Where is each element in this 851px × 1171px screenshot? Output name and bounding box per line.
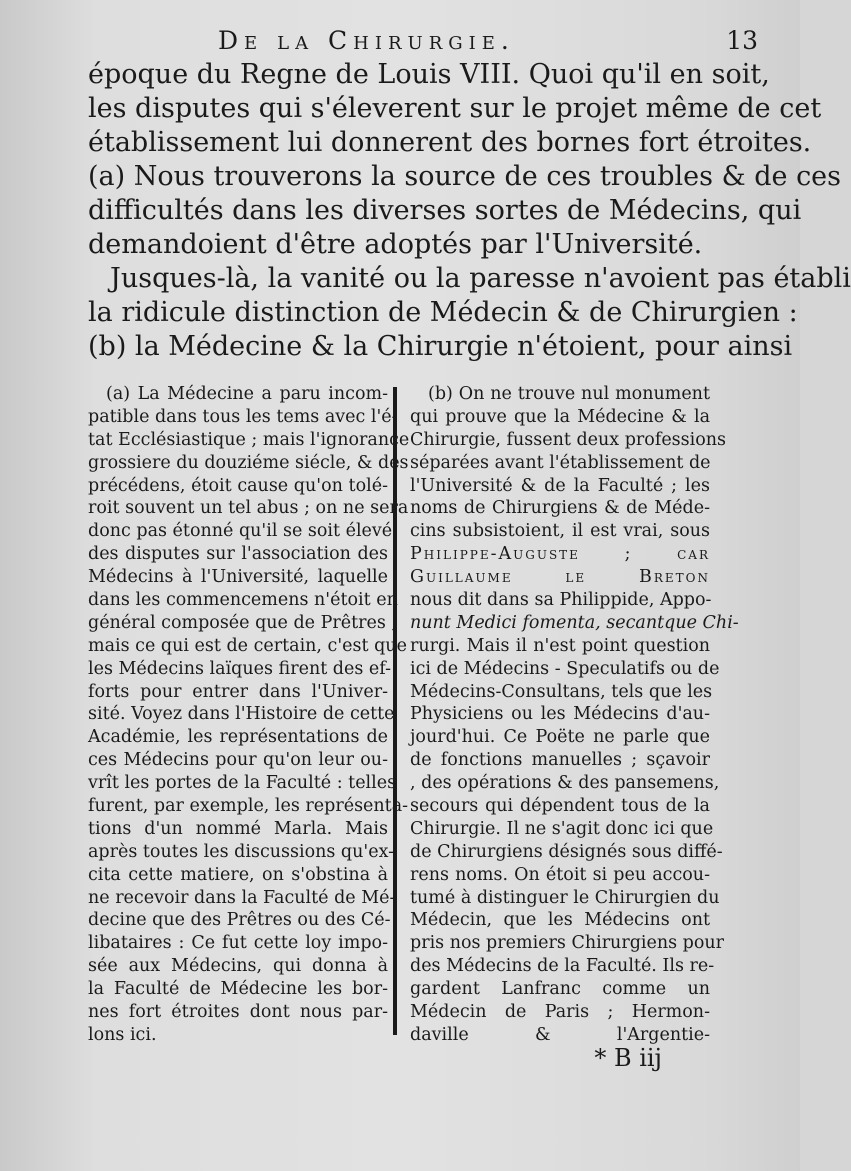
footnote-line: tions d'un nommé Marla. Mais [88,818,388,839]
footnote-line: nunt Medici fomenta, secantque Chi- [410,612,739,633]
main-text-line: (a) Nous trouverons la source de ces troubles & de ces [88,161,842,192]
footnote-line: Guillaume le Breton [410,567,710,588]
footnote-line: secours qui dépendent tous de la [410,796,710,817]
footnote-line: grossiere du douziéme siécle, & des [88,452,409,473]
footnote-a [88,383,410,1047]
footnote-line: decine que des Prêtres ou des Cé- [88,910,391,931]
main-text-line: (b) la Médecine & la Chirurgie n'étoient, pour ainsi [88,331,793,362]
footnote-line: lons ici. [88,1024,157,1045]
footnote-b [410,383,739,1047]
footnote-line: sée aux Médecins, qui donna à [88,956,388,977]
footnote-line: donc pas étonné qu'il se soit élevé [88,521,393,542]
footnote-line: mais ce qui est de certain, c'est que [88,635,407,656]
page-number: 13 [726,26,758,55]
footnote-line: ici de Médecins - Speculatifs ou de [410,658,720,679]
footnote-line: la Faculté de Médecine les bor- [88,979,388,1000]
footnote-line: nous dit dans sa Philippide, Appo- [410,590,712,611]
footnote-line: Médecins-Consultans, tels que les [410,681,713,702]
footnote-line: , des opérations & des pansemens, [410,773,720,794]
main-text-line: Jusques-là, la vanité ou la paresse n'avoient pas établi [110,263,851,294]
footnote-line: cins subsistoient, il est vrai, sous [410,521,710,542]
footnote-line: de fonctions manuelles ; sçavoir [410,750,710,771]
footnote-line: Chirurgie, fussent deux professions [410,429,727,450]
footnote-line: Médecins à l'Université, laquelle [88,567,388,588]
footnote-line: patible dans tous les tems avec l'é- [88,406,398,427]
footnote-line: noms de Chirurgiens & de Méde- [410,498,710,519]
footnote-line: cita cette matiere, on s'obstina à [88,864,388,885]
main-text-line: difficultés dans les diverses sortes de Médecins, qui [88,195,802,226]
footnote-line: ces Médecins pour qu'on leur ou- [88,750,388,771]
footnote-line: de Chirurgiens désignés sous diffé- [410,841,723,862]
footnote-line: furent, par exemple, les représenta- [88,796,409,817]
running-head [0,26,800,56]
footnotes [88,383,739,1045]
footnote-line: des disputes sur l'association des [88,544,388,565]
footnote-line: nes fort étroites dont nous par- [88,1002,388,1023]
footnote-line: les Médecins laïques firent des ef- [88,658,392,679]
footnote-line: sité. Voyez dans l'Histoire de cette [88,704,395,725]
main-text-line: demandoient d'être adoptés par l'Université. [88,229,703,260]
footnote-line: général composée que de Prêtres ; [88,612,398,633]
footnote-line: gardent Lanfranc comme un [410,979,710,1000]
column-divider [393,387,397,1035]
main-text-line: la ridicule distinction de Médecin & de Chirurgien : [88,297,798,328]
footnote-line: Physiciens ou les Médecins d'au- [410,704,710,725]
footnote-line: après toutes les discussions qu'ex- [88,841,395,862]
footnote-line: (a) La Médecine a paru incom- [106,384,388,404]
footnote-line: Médecin de Paris ; Hermon- [410,1002,710,1023]
footnote-line: libataires : Ce fut cette loy impo- [88,933,388,954]
footnote-line: roit souvent un tel abus ; on ne sera [88,498,409,519]
footnote-line: vrît les portes de la Faculté : telles [88,773,397,794]
footnote-line: forts pour entrer dans l'Univer- [88,681,388,702]
signature-mark: * B iij [594,1044,662,1072]
footnote-line: séparées avant l'établissement de [410,452,711,473]
footnote-line: (b) On ne trouve nul monument [428,384,710,404]
footnote-line: daville & l'Argentie- [410,1024,710,1045]
footnote-line: tumé à distinguer le Chirurgien du [410,887,720,908]
footnote-line: ne recevoir dans la Faculté de Mé- [88,887,396,908]
footnote-line: Philippe-Auguste ; car [410,544,710,565]
footnote-line: tat Ecclésiastique ; mais l'ignorance [88,429,410,450]
footnote-line: des Médecins de la Faculté. Ils re- [410,956,715,977]
main-text [88,58,851,364]
running-title: De la Chirurgie. [218,26,515,55]
footnote-line: rurgi. Mais il n'est point question [410,635,710,656]
footnote-line: dans les commencemens n'étoit en [88,590,398,611]
footnote-line: Médecin, que les Médecins ont [410,910,710,931]
footnote-line: Académie, les représentations de [88,727,388,748]
footnote-line: Chirurgie. Il ne s'agit donc ici que [410,818,714,839]
footnote-line: l'Université & de la Faculté ; les [410,475,710,496]
main-text-line: les disputes qui s'éleverent sur le projet même de cet [88,93,822,124]
footnote-line: rens noms. On étoit si peu accou- [410,864,710,885]
footnote-line: jourd'hui. Ce Poëte ne parle que [410,727,710,748]
main-text-line: établissement lui donnerent des bornes fort étroites. [88,127,812,158]
footnote-line: pris nos premiers Chirurgiens pour [410,933,725,954]
main-text-line: époque du Regne de Louis VIII. Quoi qu'il en soit, [88,59,770,90]
footnote-line: qui prouve que la Médecine & la [410,406,710,427]
footnote-line: précédens, étoit cause qu'on tolé- [88,475,388,496]
